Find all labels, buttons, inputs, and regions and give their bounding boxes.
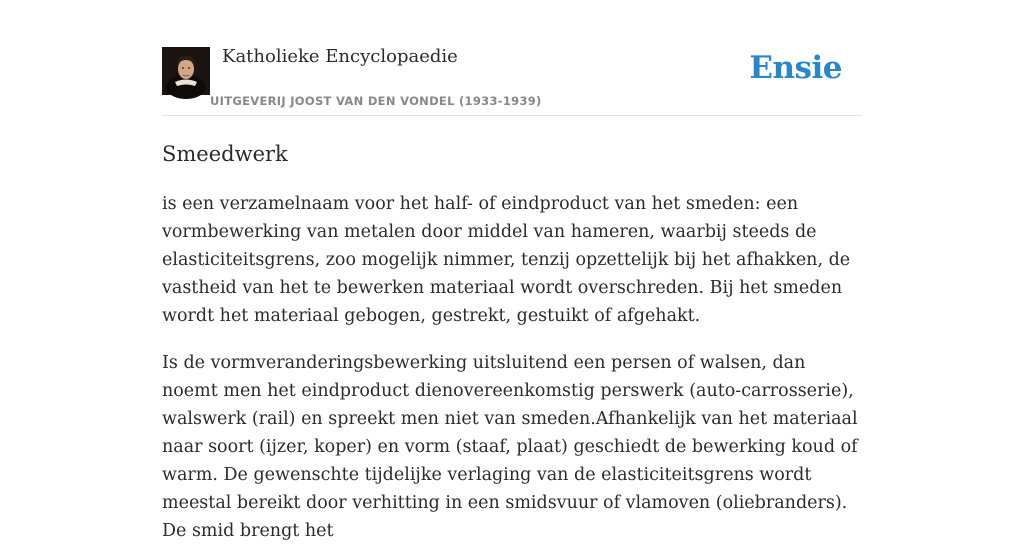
- header: [162, 0, 862, 116]
- page: [162, 0, 862, 545]
- publisher-label: UITGEVERIJ JOOST VAN DEN VONDEL (1933-1939): [210, 94, 542, 108]
- ensie-logo-link[interactable]: Ensie: [749, 50, 842, 86]
- site-title[interactable]: Katholieke Encyclopaedie: [222, 46, 458, 67]
- article-paragraph: is een verzamelnaam voor het half- of eindproduct van het smeden: een vormbewerking van metalen door middel van hameren, waarbij steeds de elasticiteitsgrens, zoo mogelijk nimmer, tenzij opzettelijk bij het afhakken, de vastheid van het te bewerken materiaal wordt overschreden. Bij het smeden wordt het materiaal gebogen, gestrekt, gestuikt of afgehakt.: [162, 194, 851, 326]
- author-portrait-avatar: [162, 47, 210, 95]
- article-paragraph: Is de vormveranderingsbewerking uitsluitend een persen of walsen, dan noemt men het eindproduct dienovereenkomstig perswerk (auto-carrosserie), walswerk (rail) en spreekt men niet van smeden.Afhankelijk van het materiaal naar soort (ijzer, koper) en vorm (staaf, plaat) geschiedt de bewerking koud of warm. De gewenschte tijdelijke verlaging van de elasticiteitsgrens wordt meestal bereikt door verhitting in een smidsvuur of vlamoven (oliebranders). De smid brengt het: [162, 353, 858, 541]
- article-title: Smeedwerk: [162, 142, 288, 166]
- article-body: [162, 190, 862, 545]
- portrait-image: [162, 47, 210, 95]
